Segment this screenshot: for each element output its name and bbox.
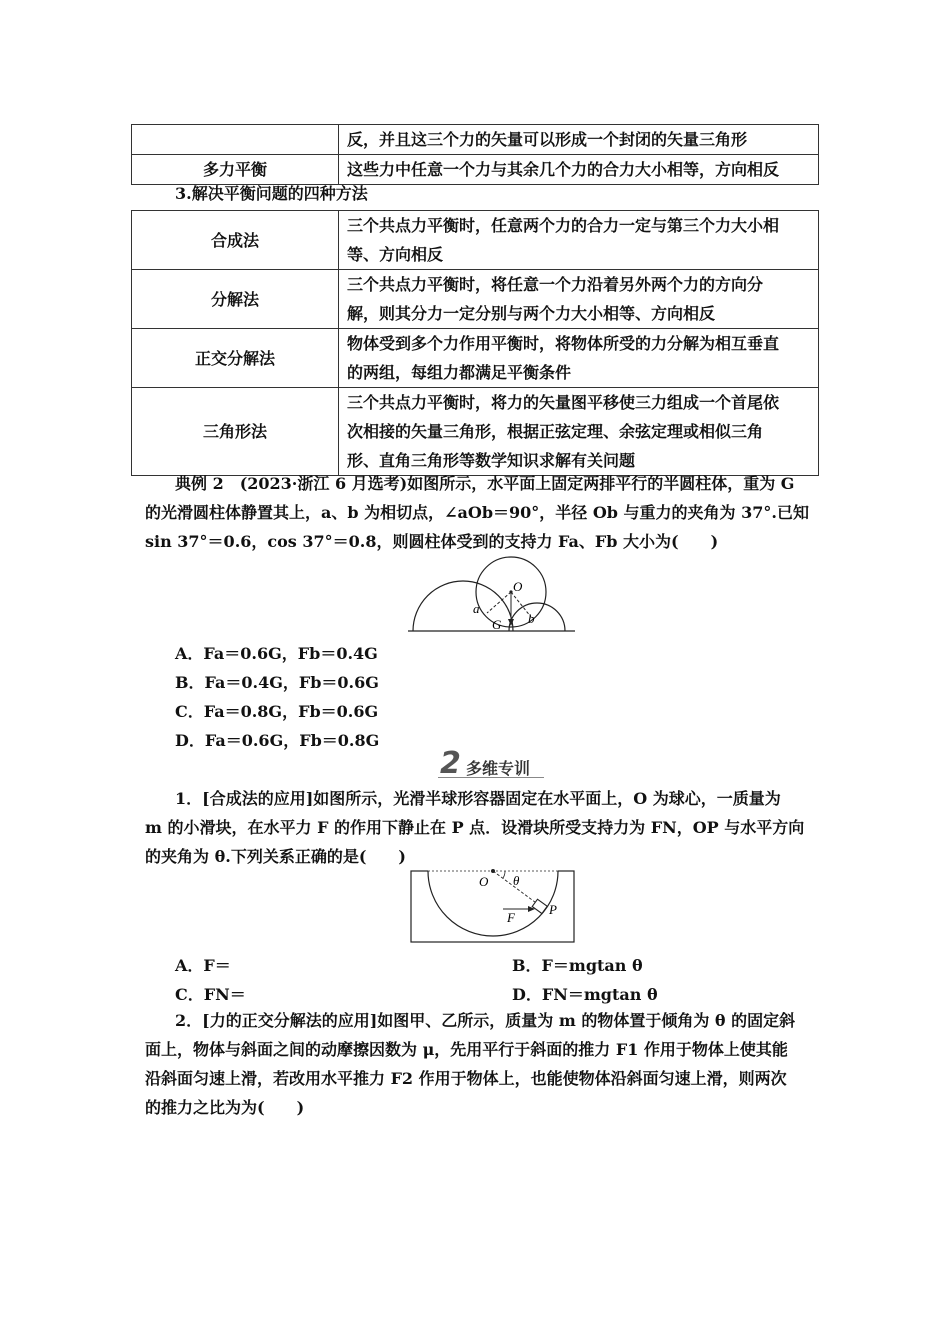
figure-label-O: O (513, 579, 523, 594)
banner-number: 2 (440, 746, 461, 781)
q1-line: 的夹角为 θ.下列关系正确的是( ) (145, 847, 406, 866)
figure-label-b: b (528, 611, 535, 626)
method-desc-line: 物体受到多个力作用平衡时，将物体所受的力分解为相互垂直 (347, 334, 780, 353)
banner-text: 多维专训 (466, 759, 531, 778)
option-c[interactable]: C．Fa＝0.8G，Fb＝0.6G (175, 702, 379, 721)
figure-label-F: F (507, 910, 515, 925)
method-desc-line: 次相接的矢量三角形，根据正弦定理、余弦定理或相似三角 (347, 422, 764, 441)
method-desc-line: 三个共点力平衡时，将力的矢量图平移使三力组成一个首尾依 (347, 393, 780, 412)
option-a[interactable]: A．F＝ (175, 956, 231, 975)
figure-label-a: a (473, 601, 480, 616)
table-row (132, 388, 819, 476)
option-b[interactable]: B．Fa＝0.4G，Fb＝0.6G (175, 673, 379, 692)
option-b[interactable]: B．F＝mgtan θ (512, 956, 643, 975)
method-desc-line: 形、直角三角形等数学知识求解有关问题 (347, 451, 636, 470)
table-row (132, 270, 819, 329)
option-a[interactable]: A．Fa＝0.6G，Fb＝0.4G (175, 644, 378, 663)
method-desc-line: 三个共点力平衡时，任意两个力的合力一定与第三个力大小相 (347, 216, 780, 235)
method-desc-line: 三个共点力平衡时，将任意一个力沿着另外两个力的方向分 (347, 275, 764, 294)
method-name: 正交分解法 (132, 329, 339, 388)
table-balance-continuation (131, 124, 819, 185)
method-desc-line: 等、方向相反 (347, 245, 444, 264)
q2-line: 沿斜面匀速上滑，若改用水平推力 F2 作用于物体上，也能使物体沿斜面匀速上滑，则两次 (145, 1069, 787, 1088)
example2-line: 的光滑圆柱体静置其上，a、b 为相切点，∠aOb＝90°，半径 Ob 与重力的夹角为 37°.已知 (145, 503, 809, 522)
table-cell-label: 多力平衡 (132, 155, 339, 185)
figure-label-P: P (549, 902, 557, 917)
example2-line: 典例 2 (2023·浙江 6 月选考)如图所示，水平面上固定两排平行的半圆柱体，重为 G (175, 474, 795, 493)
option-d[interactable]: D．Fa＝0.6G，Fb＝0.8G (175, 731, 380, 750)
q1-line: 1．[合成法的应用]如图所示，光滑半球形容器固定在水平面上，O 为球心，一质量为 (175, 789, 781, 808)
q2-line: 2．[力的正交分解法的应用]如图甲、乙所示，质量为 m 的物体置于倾角为 θ 的固定斜 (175, 1011, 796, 1030)
section-banner (438, 746, 544, 781)
table-cell-label (132, 125, 339, 155)
method-name: 合成法 (132, 211, 339, 270)
figure-label-G: G (492, 617, 502, 632)
option-d[interactable]: D．FN＝mgtan θ (512, 985, 658, 1004)
table-cell-desc: 反，并且这三个力的矢量可以形成一个封闭的矢量三角形 (339, 125, 819, 155)
method-desc-line: 解，则其分力一定分别与两个力大小相等、方向相反 (347, 304, 716, 323)
table-methods (131, 210, 819, 476)
method-desc-line: 的两组，每组力都满足平衡条件 (347, 363, 572, 382)
table-row (132, 211, 819, 270)
option-c[interactable]: C．FN＝ (175, 985, 246, 1004)
table-cell-desc: 这些力中任意一个力与其余几个力的合力大小相等，方向相反 (339, 155, 819, 185)
table-row (132, 125, 819, 155)
q2-line: 的推力之比为为( ) (145, 1098, 305, 1117)
table-row (132, 329, 819, 388)
method-name: 三角形法 (132, 388, 339, 476)
example2-figure (405, 555, 577, 635)
q1-line: m 的小滑块，在水平力 F 的作用下静止在 P 点．设滑块所受支持力为 FN，OP 与水平方向 (145, 818, 805, 837)
section-title: 3.解决平衡问题的四种方法 (175, 184, 368, 203)
figure-label-theta: θ (513, 873, 520, 888)
method-name: 分解法 (132, 270, 339, 329)
q1-figure (410, 868, 576, 944)
table-row (132, 155, 819, 185)
q2-line: 面上，物体与斜面之间的动摩擦因数为 μ，先用平行于斜面的推力 F1 作用于物体上使其能 (145, 1040, 788, 1059)
example2-line: sin 37°＝0.6，cos 37°＝0.8，则圆柱体受到的支持力 Fa、Fb 大小为( ) (145, 532, 719, 551)
figure-label-O: O (479, 874, 489, 889)
